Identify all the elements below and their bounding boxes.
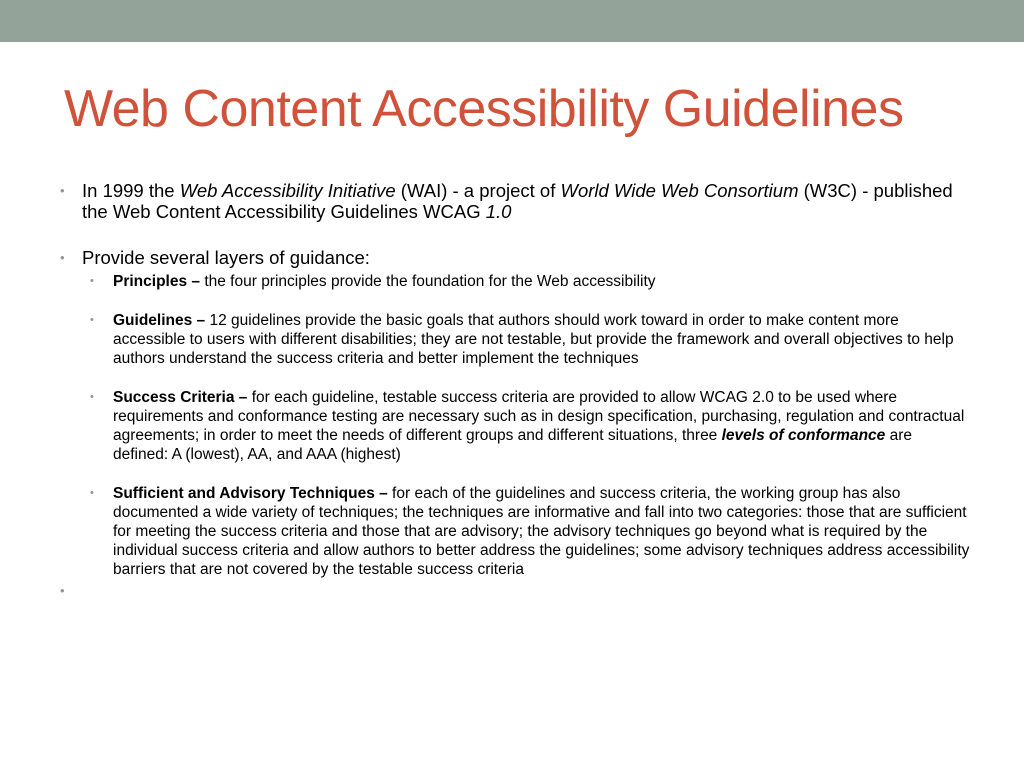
- sub-bullet-dot-icon: •: [90, 391, 94, 403]
- success-criteria-text: for each guideline, testable success criteria are provided to allow WCAG 2.0 to be used where requirements and conformance testing are necessary such as in design specification, purchasing, regulation and contractual agreements; in order to meet the needs of different groups and different situations, three: [113, 389, 965, 444]
- slide-body: [60, 180, 970, 603]
- sub-bullet-principles: [90, 272, 970, 291]
- levels-of-conformance: levels of conformance: [721, 427, 886, 444]
- top-accent-bar: [0, 0, 1024, 42]
- text-segment: (W3C) - published the Web Content Accessibility Guidelines WCAG: [82, 180, 953, 222]
- techniques-label: Sufficient and Advisory Techniques –: [113, 485, 388, 502]
- bullet-empty: [60, 583, 970, 603]
- text-segment: In 1999 the: [82, 180, 180, 201]
- text-segment: (WAI) - a project of: [395, 180, 561, 201]
- bullet-dot-icon: •: [60, 183, 65, 198]
- guidelines-label: Guidelines –: [113, 312, 206, 329]
- principles-text: the four principles provide the foundation for the Web accessibility: [200, 273, 656, 290]
- sub-bullet-dot-icon: •: [90, 314, 94, 326]
- wai-name: Web Accessibility Initiative: [179, 180, 396, 201]
- bullet-layers-of-guidance: [60, 247, 970, 579]
- success-criteria-label: Success Criteria –: [113, 389, 248, 406]
- sub-bullet-dot-icon: •: [90, 275, 94, 287]
- sub-bullet-list: [60, 272, 970, 579]
- guidelines-text: 12 guidelines provide the basic goals that authors should work toward in order to make content more accessible to users with different disabilities; they are not testable, but provide the framework and overall objectives to help authors understand the success criteria and better implement the techniques: [113, 312, 954, 367]
- principles-label: Principles –: [113, 273, 201, 290]
- bullet-wcag-history: [60, 180, 970, 222]
- slide-title: Web Content Accessibility Guidelines: [64, 80, 904, 138]
- sub-bullet-dot-icon: •: [90, 487, 94, 499]
- success-criteria-text-end: are defined: A (lowest), AA, and AAA (highest): [113, 427, 913, 463]
- sub-bullet-guidelines: [90, 311, 970, 368]
- bullet-dot-icon: •: [60, 250, 65, 265]
- w3c-name: World Wide Web Consortium: [560, 180, 799, 201]
- techniques-text: for each of the guidelines and success criteria, the working group has also documented a wide variety of techniques; the techniques are informative and fall into two categories: those that are sufficient for meeting the success criteria and those that are advisory; the advisory techniques go beyond what is required by the individual success criteria and allow authors to better address the guidelines; some advisory techniques address accessibility barriers that are not covered by the testable success criteria: [113, 485, 970, 578]
- layers-heading: Provide several layers of guidance:: [82, 247, 370, 268]
- wcag-version: 1.0: [485, 201, 512, 222]
- bullet-dot-icon: •: [60, 583, 65, 598]
- sub-bullet-techniques: [90, 484, 970, 579]
- sub-bullet-success-criteria: [90, 388, 970, 464]
